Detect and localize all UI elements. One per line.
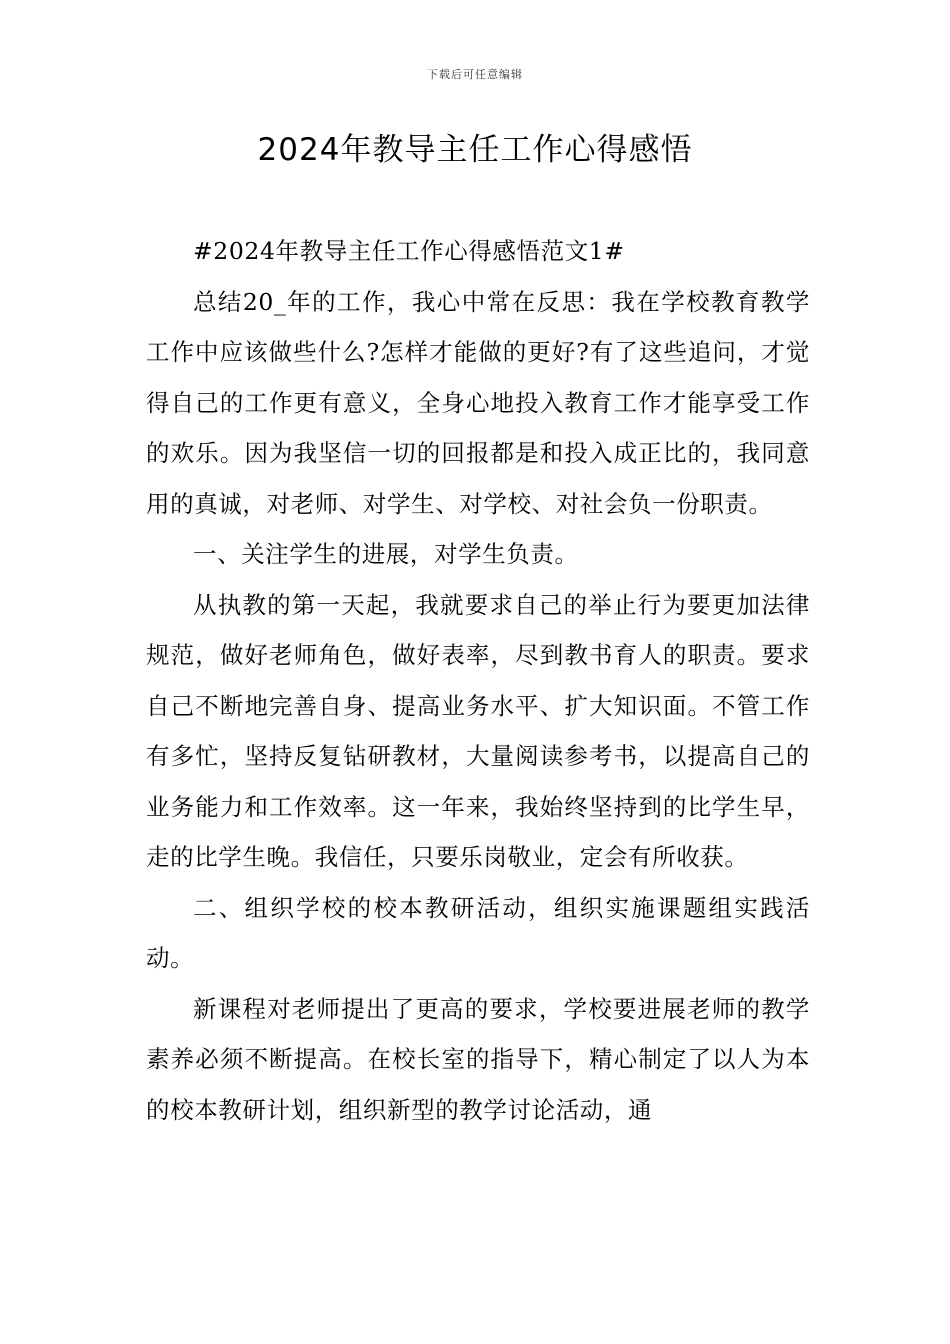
page-header-note: 下载后可任意编辑 — [427, 68, 523, 81]
section-heading-sample-1: #2024年教导主任工作心得感悟范文1# — [193, 237, 625, 265]
section-heading: 一、关注学生的进展，对学生负责。 — [193, 540, 579, 568]
document-body — [146, 226, 810, 1135]
body-paragraph: 从执教的第一天起，我就要求自己的举止行为要更加法律规范，做好老师角色，做好表率，尽到教书育人的职责。要求自己不断地完善自身、提高业务水平、扩大知识面。不管工作有多忙，坚持反复钻研教材，大量阅读参考书，以提高自己的业务能力和工作效率。这一年来，我始终坚持到的比学生早，走的比学生晚。我信任，只要乐岗敬业，定会有所收获。 — [146, 590, 810, 871]
section-heading: 二、组织学校的校本教研活动，组织实施课题组实践活动。 — [146, 893, 810, 972]
body-paragraph: 新课程对老师提出了更高的要求，学校要进展老师的教学素养必须不断提高。在校长室的指导下，精心制定了以人为本的校本教研计划，组织新型的教学讨论活动，通 — [146, 994, 810, 1124]
body-paragraph: 总结20_年的工作，我心中常在反思：我在学校教育教学工作中应该做些什么?怎样才能做的更好?有了这些追问，才觉得自己的工作更有意义，全身心地投入教育工作才能享受工作的欢乐。因为我坚信一切的回报都是和投入成正比的，我同意用的真诚，对老师、对学生、对学校、对社会负一份职责。 — [146, 287, 810, 518]
document-title: 2024年教导主任工作心得感悟 — [257, 132, 693, 168]
